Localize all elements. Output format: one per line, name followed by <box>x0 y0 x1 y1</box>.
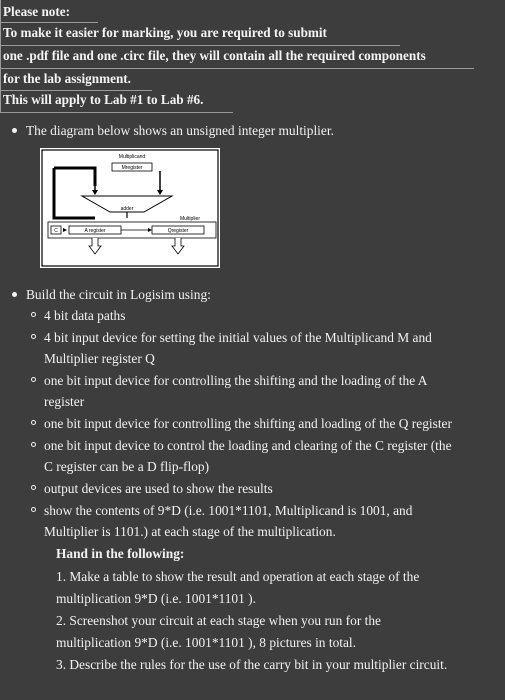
hand-in-line-4: multiplication 9*D (i.e. 1001*1101 ), 8 pictures in total. <box>56 635 357 650</box>
bullet-build-intro: Build the circuit in Logisim using: <box>26 287 211 302</box>
note-title: Please note: <box>3 4 71 19</box>
multiplier-diagram <box>40 148 220 268</box>
hand-in-line-5: 3. Describe the rules for the use of the carry bit in your multiplier circuit. <box>56 657 448 672</box>
sub-item-2-line-1: 4 bit input device for setting the initial values of the Multiplicand M and <box>44 330 432 345</box>
c-register-label: C <box>54 228 58 234</box>
note-left-border <box>0 0 1 112</box>
bullet-diagram-intro: The diagram below shows an unsigned integer multiplier. <box>26 123 334 138</box>
sub-dot-4 <box>31 420 36 425</box>
note-divider-5 <box>0 112 233 113</box>
sub-dot-1 <box>31 312 36 317</box>
note-line-4: This will apply to Lab #1 to Lab #6. <box>3 92 204 107</box>
q-register-label: Qregister <box>167 228 189 234</box>
sub-item-3-line-1: one bit input device for controlling the shifting and the loading of the A <box>44 373 428 388</box>
sub-item-7-line-1: show the contents of 9*D (i.e. 1001*1101, Multiplicand is 1001, and <box>44 503 413 518</box>
diagram-svg <box>40 148 220 268</box>
sub-item-5-line-1: one bit input device to control the loading and clearing of the C register (the <box>44 438 452 453</box>
sub-dot-3 <box>31 377 36 382</box>
sub-dot-6 <box>31 485 36 490</box>
adder-label: adder <box>120 206 134 212</box>
note-line-2: one .pdf file and one .circ file, they will contain all the required components <box>3 48 426 63</box>
bullet-dot-1 <box>12 128 17 133</box>
sub-item-4: one bit input device for controlling the shifting and loading of the Q register <box>44 416 452 431</box>
sub-item-2-line-2: Multiplier register Q <box>44 351 155 366</box>
sub-dot-5 <box>31 442 36 447</box>
hand-in-title: Hand in the following: <box>56 546 185 561</box>
sub-item-7-line-2: Multiplier is 1101.) at each stage of the multiplication. <box>44 524 336 539</box>
sub-item-6: output devices are used to show the results <box>44 481 273 496</box>
a-register-label: A register <box>84 228 106 234</box>
multiplier-label: Multiplier <box>179 216 201 222</box>
hand-in-line-2: multiplication 9*D (i.e. 1001*1101 ). <box>56 591 256 606</box>
multiplicand-label: Multiplicand <box>118 154 146 160</box>
hand-in-line-1: 1. Make a table to show the result and operation at each stage of the <box>56 569 420 584</box>
sub-item-1: 4 bit data paths <box>44 308 126 323</box>
note-line-3: for the lab assignment. <box>3 71 131 86</box>
hand-in-line-3: 2. Screenshot your circuit at each stage when you run for the <box>56 613 381 628</box>
note-line-1: To make it easier for marking, you are required to submit <box>3 25 327 40</box>
sub-dot-2 <box>31 334 36 339</box>
sub-item-3-line-2: register <box>44 394 85 409</box>
bullet-dot-2 <box>12 292 17 297</box>
m-register-label: Mregister <box>121 165 143 171</box>
sub-item-5-line-2: C register can be a D flip-flop) <box>44 459 210 474</box>
sub-dot-7 <box>31 507 36 512</box>
